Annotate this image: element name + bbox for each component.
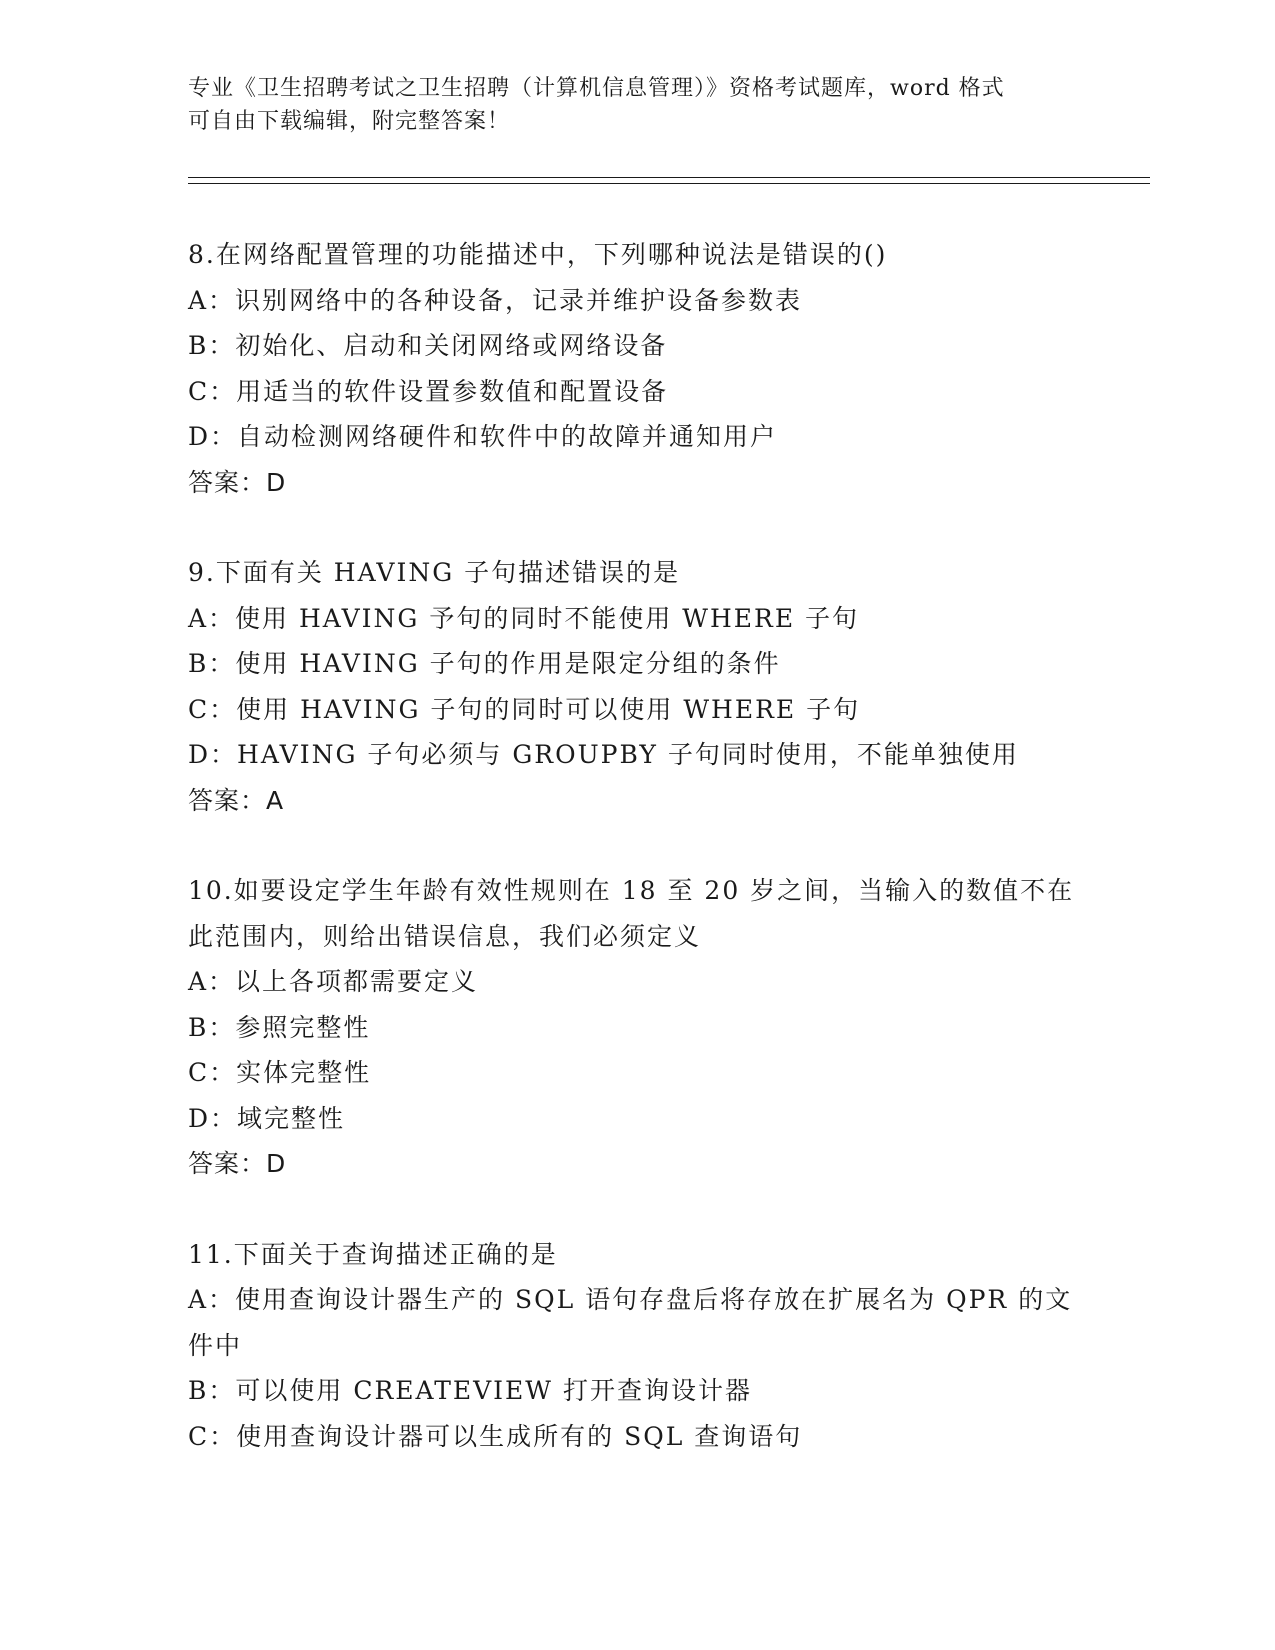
question-stem: 11.下面关于查询描述正确的是 bbox=[188, 1239, 558, 1269]
question-8 bbox=[188, 232, 1088, 505]
option-a: A：识别网络中的各种设备，记录并维护设备参数表 bbox=[188, 285, 803, 315]
option-c: C：使用 HAVING 子句的同时可以使用 WHERE 子句 bbox=[188, 694, 861, 724]
answer-label: 答案：A bbox=[188, 785, 285, 815]
header-line-1: 专业《卫生招聘考试之卫生招聘（计算机信息管理）》资格考试题库，word 格式 bbox=[188, 76, 1005, 101]
option-c: C：用适当的软件设置参数值和配置设备 bbox=[188, 376, 669, 406]
option-a: A：以上各项都需要定义 bbox=[188, 967, 479, 996]
header-line-2: 可自由下载编辑，附完整答案！ bbox=[188, 109, 511, 134]
option-d: D：域完整性 bbox=[188, 1103, 346, 1133]
option-c: C：实体完整性 bbox=[188, 1058, 372, 1087]
option-a: A：使用 HAVING 予句的同时不能使用 WHERE 子句 bbox=[188, 603, 860, 633]
option-c: C：使用查询设计器可以生成所有的 SQL 查询语句 bbox=[188, 1421, 803, 1451]
option-d: D：HAVING 子句必须与 GROUPBY 子句同时使用，不能单独使用 bbox=[188, 740, 1019, 769]
option-b: B：使用 HAVING 子句的作用是限定分组的条件 bbox=[188, 649, 781, 678]
question-10 bbox=[188, 868, 1088, 1187]
question-stem: 10.如要设定学生年龄有效性规则在 18 至 20 岁之间，当输入的数值不在此范围内，则给出错误信息，我们必须定义 bbox=[188, 876, 1075, 951]
option-b: B：参照完整性 bbox=[188, 1012, 371, 1042]
option-b: B：可以使用 CREATEVIEW 打开查询设计器 bbox=[188, 1376, 752, 1405]
question-9 bbox=[188, 550, 1088, 823]
option-d: D：自动检测网络硬件和软件中的故障并通知用户 bbox=[188, 422, 778, 451]
header-divider-top bbox=[188, 177, 1150, 178]
question-11 bbox=[188, 1232, 1088, 1460]
question-stem: 9.下面有关 HAVING 子句描述错误的是 bbox=[188, 558, 681, 587]
document-header bbox=[188, 72, 1088, 138]
option-a: A：使用查询设计器生产的 SQL 语句存盘后将存放在扩展名为 QPR 的文件中 bbox=[188, 1285, 1073, 1360]
question-stem: 8.在网络配置管理的功能描述中，下列哪种说法是错误的() bbox=[188, 240, 888, 269]
answer-label: 答案：D bbox=[188, 467, 287, 497]
header-divider-bottom bbox=[188, 183, 1150, 184]
answer-label: 答案：D bbox=[188, 1149, 287, 1178]
question-list bbox=[188, 232, 1088, 1504]
option-b: B：初始化、启动和关闭网络或网络设备 bbox=[188, 331, 668, 360]
